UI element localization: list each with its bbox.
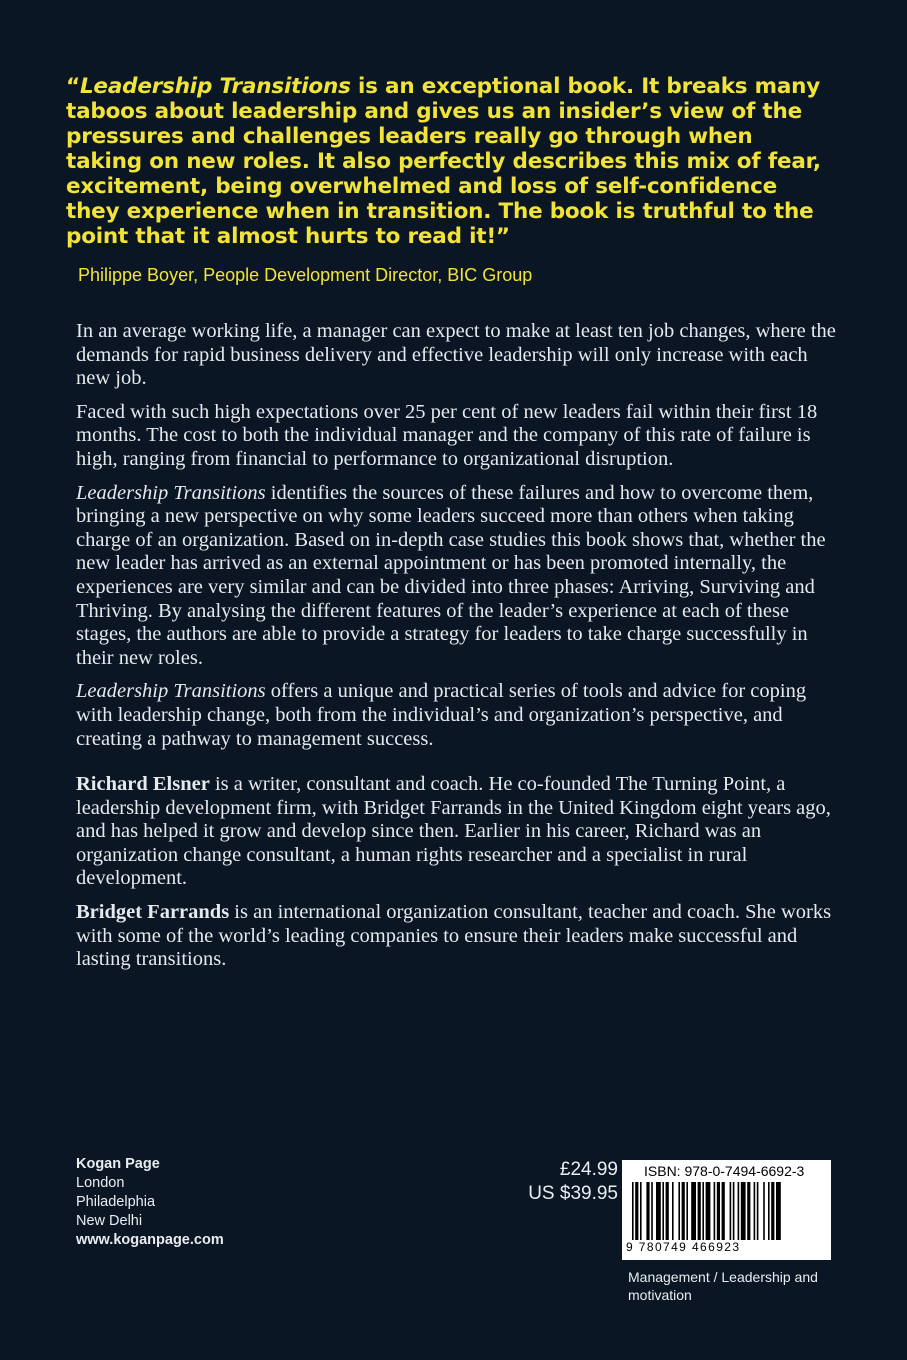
description-body xyxy=(76,320,846,982)
description-paragraph-3 xyxy=(76,482,846,671)
isbn-label: ISBN: 978-0-7494-6692-3 xyxy=(644,1163,805,1179)
book-title-inline: Leadership Transitions xyxy=(76,680,266,703)
author-name: Richard Elsner xyxy=(76,773,210,796)
quote-attribution: Philippe Boyer, People Development Director, BIC Group xyxy=(78,265,533,285)
author-bio-text: is a writer, consultant and coach. He co-founded The Turning Point, a leadership development firm, with Bridget Farrands in the United Kingdom eight years ago, and has helped it grow and develop since then. Earlier in his career, Richard was an organization change consultant, a human rights researcher and a specialist in rural development. xyxy=(76,773,831,890)
book-title-inline: Leadership Transitions xyxy=(76,481,266,504)
publisher-city: London xyxy=(76,1175,125,1191)
price-us: US $39.95 xyxy=(528,1183,618,1204)
review-quote xyxy=(66,74,826,249)
author-name: Bridget Farrands xyxy=(76,901,230,924)
quote-open-mark: “ xyxy=(66,74,80,99)
publisher-name: Kogan Page xyxy=(76,1156,160,1172)
publisher-website: www.koganpage.com xyxy=(76,1232,224,1248)
barcode-digits: 9 780749 466923 xyxy=(626,1240,741,1254)
author-bio-bridget xyxy=(76,901,846,972)
description-paragraph-4-text: offers a unique and practical series of tools and advice for coping with leadership change, both from the individual’s and organization’s perspective, and creating a pathway to management success. xyxy=(76,680,807,750)
price-block xyxy=(520,1158,618,1206)
description-paragraph-1: In an average working life, a manager can expect to make at least ten job changes, where the demands for rapid business delivery and effective leadership will only increase with each new job. xyxy=(76,320,836,390)
quote-text: is an exceptional book. It breaks many taboos about leadership and gives us an insider’s view of the pressures and challenges leaders really go through when taking on new roles. It also perfectly describes this mix of fear, excitement, being overwhelmed and loss of self-confidence they experience when in transition. The book is truthful to the point that it almost hurts to read it!” xyxy=(66,74,821,249)
category-label: Management / Leadership and motivation xyxy=(628,1269,818,1303)
author-bio-richard xyxy=(76,773,846,891)
barcode-bars xyxy=(628,1182,825,1240)
publisher-city: Philadelphia xyxy=(76,1194,156,1210)
author-bio-text: is an international organization consultant, teacher and coach. She works with some of the world’s leading companies to ensure their leaders make successful and lasting transitions. xyxy=(76,901,832,971)
quote-book-title: Leadership Transitions xyxy=(79,74,351,99)
publisher-city: New Delhi xyxy=(76,1213,143,1229)
description-paragraph-4 xyxy=(76,680,846,751)
description-paragraph-3-text: identifies the sources of these failures and how to overcome them, bringing a new perspective on why some leaders succeed more than others when taking charge of an organization. Based on in-depth case studies this book shows that, whether the new leader has arrived as an external appointment or has been promoted internally, the experiences are very similar and can be divided into three phases: Arriving, Surviving and Thriving. By analysing the different features of the leader’s experience at each of these stages, the authors are able to provide a strategy for leaders to take charge successfully in their new roles. xyxy=(76,481,826,669)
publisher-block xyxy=(76,1155,224,1250)
barcode xyxy=(622,1160,831,1260)
price-uk: £24.99 xyxy=(559,1159,618,1180)
description-paragraph-2: Faced with such high expectations over 25 per cent of new leaders fail within their first 18 months. The cost to both the individual manager and the company of this rate of failure is high, ranging from financial to performance to organizational disruption. xyxy=(76,400,818,470)
